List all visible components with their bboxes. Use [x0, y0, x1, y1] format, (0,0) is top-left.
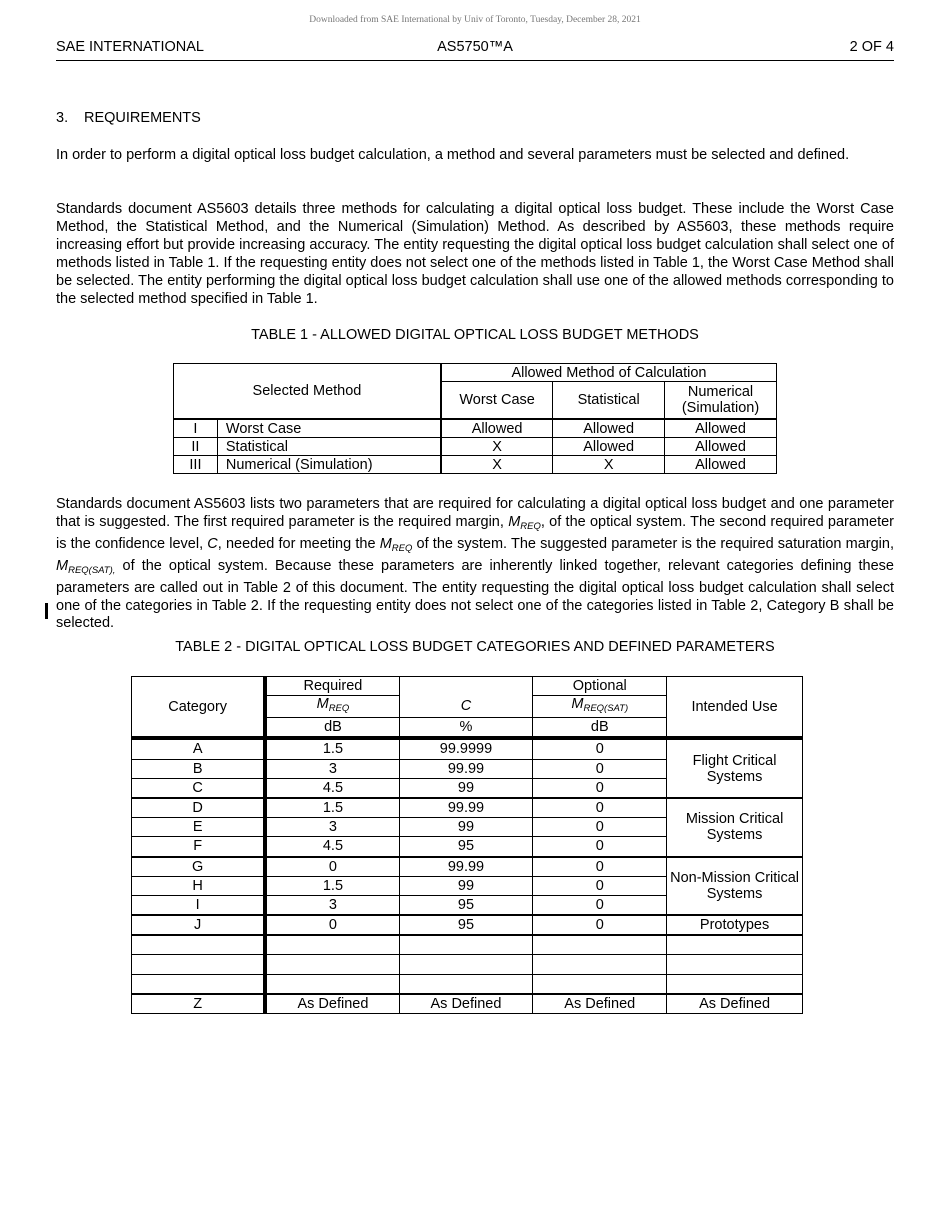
p3-text: , of the optical system. The second required parameter is the confidence level, — [56, 513, 894, 552]
paragraph-methods: Standards document AS5603 details three methods for calculating a digital optical loss budget. These include the Worst Case Method, the Statistical Method, and the Numerical (Simulation) Method. As described by AS5603, these methods require increasing effort but provide increasing accuracy. The entity requesting the digital optical loss budget calculation shall select one of methods listed in Table 1. If the requesting entity does not select one of the methods listed in Table 1, the Worst Case Method shall be selected. The entity performing the digital optical loss budget calculation shall use one of the allowed methods corresponding to the selected method specified in Table 1. — [56, 201, 894, 307]
t2-category: H — [132, 876, 266, 895]
t2-cell: 0 — [533, 837, 667, 857]
t1-cell: X — [441, 456, 553, 474]
t1-cell: X — [441, 438, 553, 456]
t2-mreq-unit: dB — [265, 718, 399, 739]
table-row — [132, 738, 803, 759]
table2-caption: TABLE 2 - DIGITAL OPTICAL LOSS BUDGET CATEGORIES AND DEFINED PARAMETERS — [175, 639, 775, 655]
t2-empty-cell — [667, 955, 803, 974]
m-req-subscript: REQ — [520, 520, 541, 532]
t1-row-method: Numerical (Simulation) — [217, 456, 441, 474]
t2-category: I — [132, 895, 266, 915]
t2-empty-header — [399, 677, 533, 696]
c-symbol: C — [207, 535, 218, 552]
t1-allowed-header: Allowed Method of Calculation — [441, 364, 777, 382]
t2-empty-cell — [265, 974, 399, 994]
m-req-symbol: M — [379, 535, 392, 552]
t2-c-unit: % — [399, 718, 533, 739]
section-number: 3. — [56, 110, 69, 126]
t2-intended-use: Non-Mission Critical Systems — [667, 857, 803, 916]
t2-cell: 0 — [533, 759, 667, 778]
t2-intended-use: Flight Critical Systems — [667, 738, 803, 798]
section-title: REQUIREMENTS — [84, 110, 201, 126]
t2-cell: 1.5 — [265, 798, 399, 818]
t2-cell: 99.99 — [399, 798, 533, 818]
t2-empty-cell — [399, 935, 533, 955]
t2-msat-header — [533, 696, 667, 718]
t1-col-header: Worst Case — [441, 382, 553, 420]
t1-row-num: III — [174, 456, 218, 474]
t2-intended-use: Mission Critical Systems — [667, 798, 803, 857]
t2-cell: 0 — [533, 876, 667, 895]
m-req-subscript: REQ — [391, 542, 413, 554]
t2-category: C — [132, 778, 266, 798]
t2-cell: 95 — [399, 895, 533, 915]
t2-mreq-symbol: M — [316, 696, 329, 713]
t2-required-label: Required — [265, 677, 399, 696]
t1-row-num: II — [174, 438, 218, 456]
t2-category: D — [132, 798, 266, 818]
t2-cell: 0 — [533, 798, 667, 818]
t2-cell: 0 — [533, 857, 667, 877]
t2-empty-cell — [399, 974, 533, 994]
t2-c-header: C — [399, 696, 533, 718]
page-header — [56, 38, 894, 61]
t2-cell: 3 — [265, 895, 399, 915]
t1-row-method: Statistical — [217, 438, 441, 456]
t1-row-method: Worst Case — [217, 419, 441, 438]
table-row — [174, 438, 777, 456]
m-sat-subscript: REQ(SAT), — [68, 564, 116, 576]
t2-cell: 95 — [399, 915, 533, 935]
t2-empty-cell — [132, 974, 266, 994]
t2-empty-cell — [533, 974, 667, 994]
t2-category: F — [132, 837, 266, 857]
p3-text: of the optical system. Because these parameters are inherently linked together, relevant categories defining these parameters are called out in Table 2 of this document. The entity requesting the digital optical loss budget calculation shall select one of the categories in Table 2. If the requesting entity does not select one of the categories listed in Table 2, Category B shall be selected. — [56, 557, 894, 632]
header-organization: SAE INTERNATIONAL — [56, 39, 204, 55]
table-row — [132, 857, 803, 877]
t1-cell: Allowed — [665, 456, 777, 474]
t2-empty-cell — [265, 955, 399, 974]
t2-empty-cell — [132, 935, 266, 955]
allowed-methods-table — [173, 363, 777, 474]
table-row — [174, 419, 777, 438]
header-document-id: AS5750™A — [437, 39, 513, 55]
t2-cell: As Defined — [533, 994, 667, 1014]
t1-cell: X — [553, 456, 665, 474]
t2-cell: 99.9999 — [399, 738, 533, 759]
t2-cell: 0 — [265, 915, 399, 935]
paragraph-parameters — [56, 496, 894, 633]
categories-table — [131, 676, 803, 1014]
t2-category: E — [132, 818, 266, 837]
t2-cell: 3 — [265, 759, 399, 778]
t2-empty-cell — [399, 955, 533, 974]
t2-category-header: Category — [132, 677, 266, 739]
t1-col-header: Statistical — [553, 382, 665, 420]
t2-intended-use: Prototypes — [667, 915, 803, 935]
t1-selected-method-header: Selected Method — [174, 364, 441, 420]
t2-empty-cell — [265, 935, 399, 955]
t2-cell: 99.99 — [399, 759, 533, 778]
table-row — [132, 935, 803, 955]
t2-cell: 4.5 — [265, 837, 399, 857]
t2-category: G — [132, 857, 266, 877]
t1-col-header: Numerical (Simulation) — [665, 382, 777, 420]
paragraph-intro: In order to perform a digital optical loss budget calculation, a method and several parameters must be selected and defined. — [56, 147, 850, 163]
t2-cell: 4.5 — [265, 778, 399, 798]
t2-cell: 0 — [533, 915, 667, 935]
t1-cell: Allowed — [441, 419, 553, 438]
m-sat-symbol: M — [56, 557, 69, 574]
p3-text: of the system. The suggested parameter is the required saturation margin, — [412, 535, 894, 552]
t1-cell: Allowed — [665, 419, 777, 438]
t2-category: B — [132, 759, 266, 778]
t2-cell: 99.99 — [399, 857, 533, 877]
download-banner: Downloaded from SAE International by Univ of Toronto, Tuesday, December 28, 2021 — [309, 15, 641, 25]
t2-cell: 0 — [265, 857, 399, 877]
t2-cell: 0 — [533, 738, 667, 759]
section-heading — [56, 110, 201, 126]
t2-mreq-header — [265, 696, 399, 718]
t2-cell: As Defined — [265, 994, 399, 1014]
t2-cell: 99 — [399, 778, 533, 798]
table-row — [132, 955, 803, 974]
t2-intended-use: As Defined — [667, 994, 803, 1014]
t2-msat-unit: dB — [533, 718, 667, 739]
t2-cell: 3 — [265, 818, 399, 837]
t2-intended-use-header: Intended Use — [667, 677, 803, 739]
table-row — [132, 994, 803, 1014]
t1-cell: Allowed — [553, 438, 665, 456]
t2-category: Z — [132, 994, 266, 1014]
t2-category: A — [132, 738, 266, 759]
table-row — [132, 915, 803, 935]
table-row — [132, 798, 803, 818]
table1-caption: TABLE 1 - ALLOWED DIGITAL OPTICAL LOSS BUDGET METHODS — [251, 327, 699, 343]
t1-cell: Allowed — [665, 438, 777, 456]
header-page-number: 2 OF 4 — [849, 39, 894, 55]
p3-text: Standards document AS5603 lists two parameters that are required for calculating a digital optical loss budget and one parameter that is suggested. The first required parameter is the required margin, — [56, 496, 894, 530]
t2-cell: 0 — [533, 818, 667, 837]
t2-cell: 1.5 — [265, 738, 399, 759]
t2-cell: 0 — [533, 778, 667, 798]
t2-cell: 95 — [399, 837, 533, 857]
t2-cell: As Defined — [399, 994, 533, 1014]
m-req-symbol: M — [508, 513, 521, 530]
t2-cell: 0 — [533, 895, 667, 915]
p3-text: , needed for meeting the — [217, 535, 380, 552]
t2-empty-cell — [667, 974, 803, 994]
t2-empty-cell — [132, 955, 266, 974]
t2-empty-cell — [533, 955, 667, 974]
table-row — [132, 974, 803, 994]
t2-empty-cell — [667, 935, 803, 955]
t2-msat-subscript: REQ(SAT) — [583, 703, 629, 715]
t1-cell: Allowed — [553, 419, 665, 438]
t2-category: J — [132, 915, 266, 935]
t2-cell: 99 — [399, 818, 533, 837]
t2-optional-label: Optional — [533, 677, 667, 696]
t1-row-num: I — [174, 419, 218, 438]
t2-empty-cell — [533, 935, 667, 955]
change-bar — [45, 603, 48, 619]
table-row — [174, 456, 777, 474]
t2-cell: 1.5 — [265, 876, 399, 895]
t2-cell: 99 — [399, 876, 533, 895]
t2-mreq-subscript: REQ — [328, 703, 350, 715]
t2-msat-symbol: M — [571, 696, 584, 713]
